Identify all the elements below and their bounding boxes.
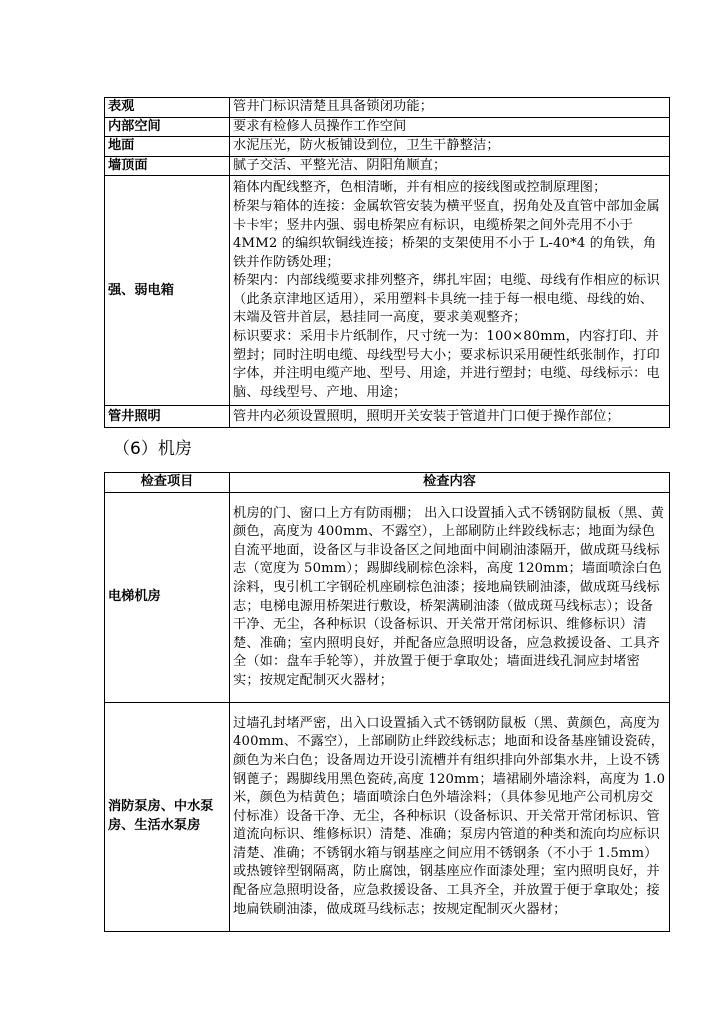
header-inspection-content: 检查内容 — [230, 473, 670, 493]
row-content: 要求有检修人员操作工作空间 — [230, 117, 670, 137]
table-row — [105, 98, 670, 118]
shaft-inspection-table — [104, 97, 670, 428]
row-label: 管井照明 — [105, 406, 230, 428]
row-content: 管井内必须设置照明，照明开关安装于管道井门口便于操作部位； — [230, 406, 670, 428]
row-label: 电梯机房 — [105, 493, 230, 703]
machine-room-inspection-table — [104, 472, 670, 932]
table-row — [105, 156, 670, 176]
row-content: 管井门标识清楚且具备锁闭功能； — [230, 98, 670, 118]
row-content: 水泥压光，防火板铺设到位，卫生干静整洁； — [230, 137, 670, 157]
table-header-row — [105, 473, 670, 493]
row-label: 墙顶面 — [105, 156, 230, 176]
header-inspection-item: 检查项目 — [105, 473, 230, 493]
content-paragraph: 桥架与箱体的连接：金属软管安装为横平竖直，拐角处及直管中部加金属卡卡牢；竖井内强、弱电桥架应有标识，电缆桥架之间外壳用不小于 4MM2 的编织软铜线连接；桥架的支架使用不小于 L-40*4 的角铁，角铁并作防锈处理； — [233, 198, 660, 270]
row-label: 强、弱电箱 — [105, 176, 230, 406]
row-label: 内部空间 — [105, 117, 230, 137]
table-row — [105, 176, 670, 406]
content-paragraph: 箱体内配线整齐，色相清晰，并有相应的接线图或控制原理图； — [233, 180, 607, 196]
section-heading: （6）机房 — [113, 439, 192, 459]
row-content: 腻子交活、平整光洁、阴阳角顺直； — [230, 156, 670, 176]
table-row — [105, 117, 670, 137]
row-content: 机房的门、窗口上方有防雨棚； 出入口设置插入式不锈钢防鼠板（黑、黄颜色，高度为 400mm、不露空），上部刷防止绊跤线标志；地面为绿色自流平地面，设备区与非设备区之间地面中间刷油漆隔开，做成斑马线标志（宽度为 50mm）；踢脚线刷棕色涂料，高度 120mm；墙面喷涂白色涂料，曳引机工字钢砼机座刷棕色油漆；接地扁铁刷油漆，做成斑马线标志；电梯电源用桥架进行敷设，桥架满刷油漆（做成斑马线标志）；设备干净、无尘，各种标识（设备标识、开关常开常闭标识、维修标识）清楚、准确；室内照明良好，并配备应急照明设备，应急救援设备、工具齐全（如：盘车手轮等），并放置于便于拿取处；墙面进线孔洞应封堵密实；按规定配制灭火器材； — [230, 493, 670, 703]
content-paragraph: 标识要求：采用卡片纸制作，尺寸统一为：100×80mm，内容打印、并塑封；同时注明电缆、母线型号大小；要求标识采用硬性纸张制作，打印字体，并注明电缆产地、型号、用途，并进行塑封；电缆、母线标示：电脑、母线型号、产地、用途； — [233, 329, 660, 400]
content-paragraph: 桥架内：内部线缆要求排列整齐，绑扎牢固；电缆、母线有作相应的标识（此条京津地区适用），采用塑料卡具统一挂于每一根电缆、母线的始、末端及管井首层，悬挂同一高度，要求美观整齐； — [233, 273, 660, 326]
row-label: 表观 — [105, 98, 230, 118]
table-row — [105, 703, 670, 932]
row-content — [230, 176, 670, 406]
table-row — [105, 406, 670, 428]
table-row — [105, 493, 670, 703]
row-label: 地面 — [105, 137, 230, 157]
row-content: 过墙孔封堵严密，出入口设置插入式不锈钢防鼠板（黑、黄颜色，高度为 400mm、不露空），上部刷防止绊跤线标志；地面和设备基座铺设瓷砖，颜色为米白色；设备周边开设引流槽并有组织排向外部集水井，上设不锈钢蓖子；踢脚线用黑色瓷砖,高度 120mm；墙裙刷外墙涂料，高度为 1.0 米，颜色为桔黄色；墙面喷涂白色外墙涂料；（具体参见地产公司机房交付标准）设备干净、无尘，各种标识（设备标识、开关常开常闭标识、管道流向标识、维修标识）清楚、准确；泵房内管道的种类和流向均应标识清楚、准确；不锈钢水箱与钢基座之间应用不锈钢条（不小于 1.5mm）或热镀锌型钢隔离，防止腐蚀，钢基座应作面漆处理；室内照明良好，并配备应急照明设备，应急救援设备、工具齐全，并放置于便于拿取处；接地扁铁刷油漆，做成斑马线标志；按规定配制灭火器材； — [230, 703, 670, 932]
row-label: 消防泵房、中水泵房、生活水泵房 — [105, 703, 230, 932]
table-row — [105, 137, 670, 157]
